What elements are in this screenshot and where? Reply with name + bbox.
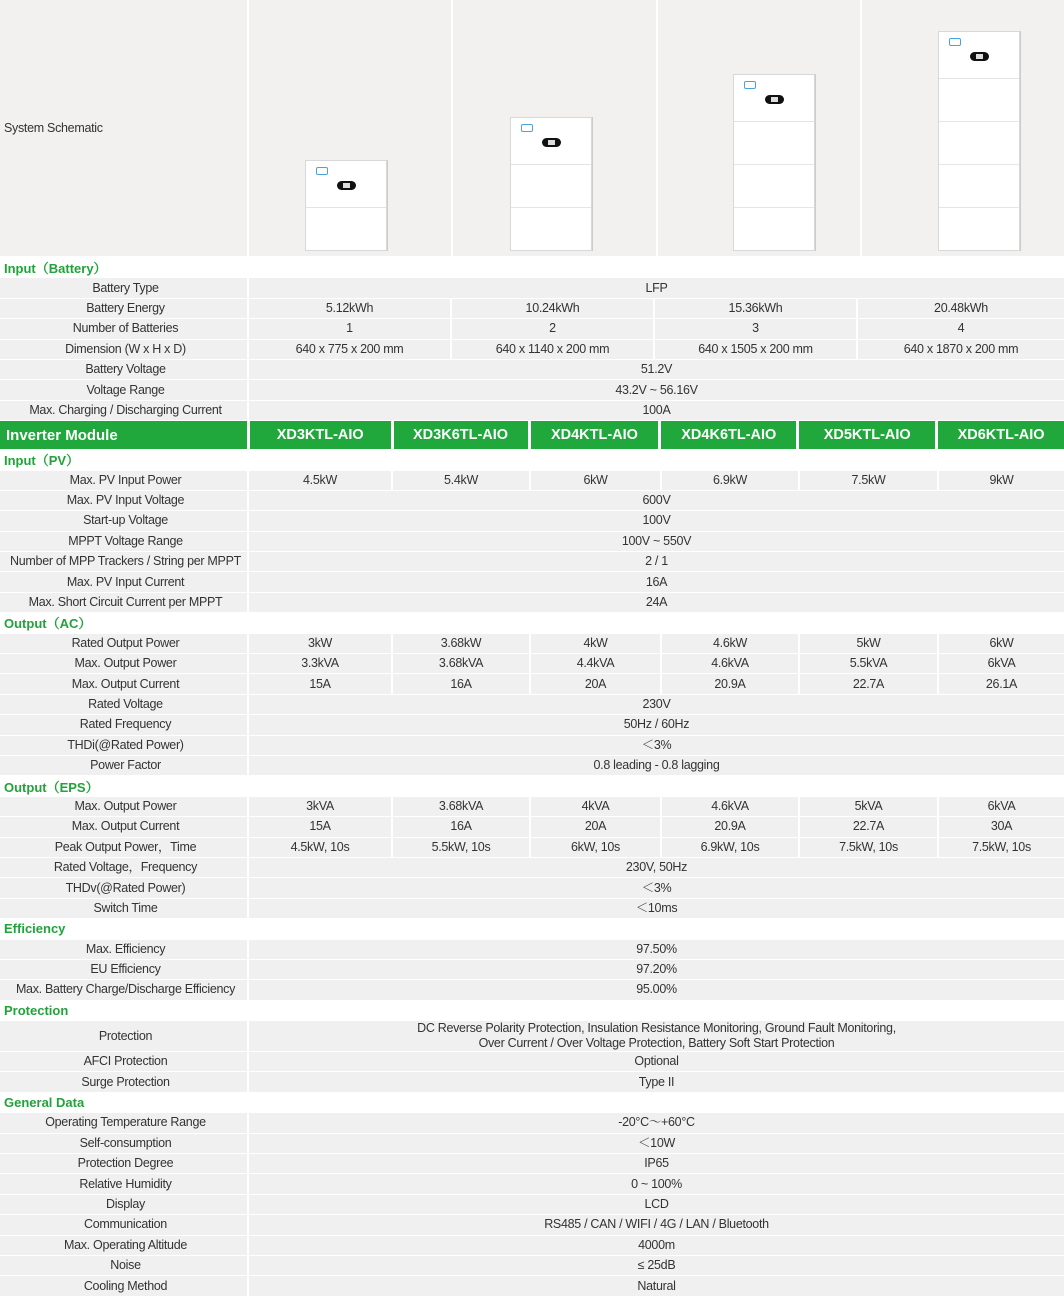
row-value: 16A — [249, 572, 1064, 591]
row-label: Max. Output Current — [0, 817, 247, 836]
row-value: 9kW — [939, 471, 1064, 490]
table-row — [0, 572, 1064, 591]
battery-module — [734, 208, 814, 250]
row-value: 26.1A — [939, 674, 1064, 693]
row-value: 5.5kW, 10s — [393, 838, 529, 857]
row-value: ＜10ms — [249, 899, 1064, 918]
row-value: 6.9kW — [662, 471, 798, 490]
row-label: Max. Battery Charge/Discharge Efficiency — [0, 980, 247, 999]
table-row — [0, 980, 1064, 999]
table-row — [0, 552, 1064, 571]
row-value: 43.2V ~ 56.16V — [249, 380, 1064, 399]
brand-logo-icon — [521, 124, 533, 132]
row-value: 50Hz / 60Hz — [249, 715, 1064, 734]
table-row — [0, 471, 1064, 490]
row-value: 0.8 leading - 0.8 lagging — [249, 756, 1064, 775]
row-value: 6.9kW, 10s — [662, 838, 798, 857]
row-label: Rated Output Power — [0, 634, 247, 653]
battery-module — [734, 165, 814, 208]
row-value: 5kVA — [800, 797, 937, 816]
inverter-module-header — [0, 421, 1064, 449]
row-value: 640 x 775 x 200 mm — [249, 340, 450, 359]
row-value: 6kVA — [939, 654, 1064, 673]
row-value: 16A — [393, 817, 529, 836]
table-row — [0, 674, 1064, 693]
row-label: Switch Time — [0, 899, 247, 918]
row-value: 4.4kVA — [531, 654, 660, 673]
table-row — [0, 940, 1064, 959]
energy-storage-unit — [733, 74, 815, 251]
row-value: 640 x 1140 x 200 mm — [452, 340, 653, 359]
row-value: 22.7A — [800, 674, 937, 693]
table-row — [0, 1134, 1064, 1153]
battery-module — [939, 122, 1019, 165]
table-row — [0, 360, 1064, 379]
row-label: Rated Frequency — [0, 715, 247, 734]
lcd-display-icon — [765, 95, 784, 104]
brand-logo-icon — [316, 167, 328, 175]
row-value: ＜3% — [249, 736, 1064, 755]
row-value: Natural — [249, 1276, 1064, 1295]
row-value: Type II — [249, 1072, 1064, 1091]
battery-module — [734, 122, 814, 165]
row-value: ＜10W — [249, 1134, 1064, 1153]
row-label: Max. Charging / Discharging Current — [0, 401, 247, 420]
system-schematic-label: System Schematic — [0, 0, 247, 256]
section-heading: General Data — [4, 1095, 85, 1111]
table-row — [0, 1154, 1064, 1173]
row-label: Battery Type — [0, 278, 247, 297]
row-value: 4.6kVA — [662, 654, 798, 673]
schematic-image-2-batteries — [453, 0, 655, 256]
table-row — [0, 858, 1064, 877]
row-value: 640 x 1505 x 200 mm — [655, 340, 856, 359]
row-value: 22.7A — [800, 817, 937, 836]
table-row — [0, 1052, 1064, 1071]
row-value: 5.4kW — [393, 471, 529, 490]
energy-storage-unit — [510, 117, 592, 251]
row-value: 97.20% — [249, 960, 1064, 979]
table-row — [0, 593, 1064, 612]
row-value: 15A — [249, 817, 391, 836]
row-value: 95.00% — [249, 980, 1064, 999]
row-label: Max. Output Power — [0, 797, 247, 816]
row-label: Self-consumption — [0, 1134, 247, 1153]
model-column-header: XD3KTL-AIO — [250, 421, 391, 449]
brand-logo-icon — [744, 81, 756, 89]
row-label: Max. Operating Altitude — [0, 1236, 247, 1255]
battery-module — [939, 79, 1019, 122]
table-row — [0, 695, 1064, 714]
row-value: 20.9A — [662, 817, 798, 836]
row-label: Number of MPP Trackers / String per MPPT — [0, 552, 247, 571]
row-value: LFP — [249, 278, 1064, 297]
row-value: 15A — [249, 674, 391, 693]
battery-module — [511, 208, 591, 250]
row-label: Relative Humidity — [0, 1174, 247, 1193]
row-value: 100V — [249, 511, 1064, 530]
row-value: 97.50% — [249, 940, 1064, 959]
row-value: 5.5kVA — [800, 654, 937, 673]
table-row — [0, 401, 1064, 420]
table-row — [0, 1174, 1064, 1193]
table-row — [0, 299, 1064, 318]
model-column-header: XD4KTL-AIO — [531, 421, 659, 449]
table-row — [0, 380, 1064, 399]
inverter-module — [306, 161, 386, 208]
row-value: 640 x 1870 x 200 mm — [858, 340, 1064, 359]
row-value: 7.5kW, 10s — [939, 838, 1064, 857]
brand-logo-icon — [949, 38, 961, 46]
table-row — [0, 654, 1064, 673]
row-value: 3 — [655, 319, 856, 338]
model-column-header: XD5KTL-AIO — [799, 421, 935, 449]
row-value: 6kW — [531, 471, 660, 490]
row-value: 6kVA — [939, 797, 1064, 816]
row-value: 20.48kWh — [858, 299, 1064, 318]
row-value: 600V — [249, 491, 1064, 510]
row-value: 5kW — [800, 634, 937, 653]
inverter-module-title: Inverter Module — [0, 421, 247, 449]
table-row — [0, 736, 1064, 755]
row-value: 20A — [531, 674, 660, 693]
table-row — [0, 1072, 1064, 1091]
spec-table — [0, 258, 1064, 1296]
row-value: 3kW — [249, 634, 391, 653]
row-value: 4.5kW, 10s — [249, 838, 391, 857]
row-value: 3.68kVA — [393, 797, 529, 816]
row-label: Max. Output Current — [0, 674, 247, 693]
system-schematic-row — [0, 0, 1064, 256]
section-heading: Output（EPS） — [4, 779, 99, 795]
row-value: 20.9A — [662, 674, 798, 693]
table-row — [0, 838, 1064, 857]
model-column-header: XD6KTL-AIO — [938, 421, 1064, 449]
battery-module — [306, 208, 386, 250]
table-row — [0, 319, 1064, 338]
row-value: 3.68kW — [393, 634, 529, 653]
row-value: 10.24kWh — [452, 299, 653, 318]
table-row — [0, 511, 1064, 530]
row-label: THDi(@Rated Power) — [0, 736, 247, 755]
row-value: 24A — [249, 593, 1064, 612]
row-label: Noise — [0, 1256, 247, 1275]
row-value: -20°C～+60°C — [249, 1113, 1064, 1132]
row-label: Dimension (W x H x D) — [0, 340, 247, 359]
row-value: IP65 — [249, 1154, 1064, 1173]
row-label: Peak Output Power，Time — [0, 838, 247, 857]
row-value: 4.5kW — [249, 471, 391, 490]
schematic-image-4-batteries — [862, 0, 1064, 256]
section-heading: Input（Battery） — [4, 261, 107, 277]
table-row — [0, 278, 1064, 297]
model-column-header: XD3K6TL-AIO — [394, 421, 528, 449]
row-value: 30A — [939, 817, 1064, 836]
battery-module — [939, 208, 1019, 250]
row-label: Protection Degree — [0, 1154, 247, 1173]
row-label: Communication — [0, 1215, 247, 1234]
row-label: Number of Batteries — [0, 319, 247, 338]
row-value: ≤ 25dB — [249, 1256, 1064, 1275]
row-label: Protection — [0, 1021, 247, 1051]
table-row — [0, 899, 1064, 918]
table-row — [0, 1276, 1064, 1295]
energy-storage-unit — [938, 31, 1020, 251]
row-label: Max. Short Circuit Current per MPPT — [0, 593, 247, 612]
battery-module — [939, 165, 1019, 208]
row-label: Voltage Range — [0, 380, 247, 399]
row-value: 100V ~ 550V — [249, 532, 1064, 551]
row-value: Optional — [249, 1052, 1064, 1071]
table-row — [0, 817, 1064, 836]
row-label: Power Factor — [0, 756, 247, 775]
row-label: Cooling Method — [0, 1276, 247, 1295]
row-label: Operating Temperature Range — [0, 1113, 247, 1132]
table-row — [0, 878, 1064, 897]
table-row — [0, 1215, 1064, 1234]
table-row — [0, 532, 1064, 551]
row-value: 2 / 1 — [249, 552, 1064, 571]
row-value: 3kVA — [249, 797, 391, 816]
row-value: 0 ~ 100% — [249, 1174, 1064, 1193]
table-row — [0, 1256, 1064, 1275]
row-value: 7.5kW, 10s — [800, 838, 937, 857]
lcd-display-icon — [542, 138, 561, 147]
table-row — [0, 715, 1064, 734]
row-value: 230V — [249, 695, 1064, 714]
table-row — [0, 1113, 1064, 1132]
row-value: 6kW, 10s — [531, 838, 660, 857]
section-heading: Output（AC） — [4, 616, 92, 632]
row-value: 4 — [858, 319, 1064, 338]
row-value: DC Reverse Polarity Protection, Insulation Resistance Monitoring, Ground Fault Monitoring, Over Current / Over Voltage Protection, Battery Soft Start Protection — [249, 1021, 1064, 1051]
row-value: 4.6kW — [662, 634, 798, 653]
row-value: 100A — [249, 401, 1064, 420]
lcd-display-icon — [337, 181, 356, 190]
row-value: 1 — [249, 319, 450, 338]
row-label: Max. Efficiency — [0, 940, 247, 959]
table-row — [0, 1021, 1064, 1051]
row-value: 5.12kWh — [249, 299, 450, 318]
schematic-image-3-batteries — [658, 0, 860, 256]
inverter-module — [939, 32, 1019, 79]
table-row — [0, 634, 1064, 653]
model-column-header: XD4K6TL-AIO — [661, 421, 796, 449]
row-label: Start-up Voltage — [0, 511, 247, 530]
battery-module — [511, 165, 591, 208]
row-value: 15.36kWh — [655, 299, 856, 318]
row-value: 51.2V — [249, 360, 1064, 379]
row-label: Battery Voltage — [0, 360, 247, 379]
section-heading: Efficiency — [4, 921, 66, 937]
energy-storage-unit — [305, 160, 387, 251]
row-value: LCD — [249, 1195, 1064, 1214]
row-label: EU Efficiency — [0, 960, 247, 979]
row-value: RS485 / CAN / WIFI / 4G / LAN / Bluetooth — [249, 1215, 1064, 1234]
row-value: 3.68kVA — [393, 654, 529, 673]
row-label: Display — [0, 1195, 247, 1214]
table-row — [0, 491, 1064, 510]
row-label: Surge Protection — [0, 1072, 247, 1091]
row-value: 7.5kW — [800, 471, 937, 490]
row-label: Max. PV Input Power — [0, 471, 247, 490]
row-label: Rated Voltage — [0, 695, 247, 714]
row-label: Battery Energy — [0, 299, 247, 318]
lcd-display-icon — [970, 52, 989, 61]
table-row — [0, 1236, 1064, 1255]
row-value: 20A — [531, 817, 660, 836]
row-label: Rated Voltage，Frequency — [0, 858, 247, 877]
row-label: Max. PV Input Voltage — [0, 491, 247, 510]
schematic-image-1-battery — [249, 0, 451, 256]
row-value: 2 — [452, 319, 653, 338]
row-value: 4000m — [249, 1236, 1064, 1255]
table-row — [0, 960, 1064, 979]
row-value: 4kVA — [531, 797, 660, 816]
table-row — [0, 340, 1064, 359]
inverter-module — [734, 75, 814, 122]
section-heading: Protection — [4, 1002, 69, 1018]
row-label: Max. PV Input Current — [0, 572, 247, 591]
section-heading: Input（PV） — [4, 453, 80, 469]
row-value: 4.6kVA — [662, 797, 798, 816]
table-row — [0, 756, 1064, 775]
row-label: AFCI Protection — [0, 1052, 247, 1071]
row-value: 230V, 50Hz — [249, 858, 1064, 877]
row-label: Max. Output Power — [0, 654, 247, 673]
row-value: ＜3% — [249, 878, 1064, 897]
row-value: 3.3kVA — [249, 654, 391, 673]
row-value: 4kW — [531, 634, 660, 653]
row-value: 6kW — [939, 634, 1064, 653]
table-row — [0, 797, 1064, 816]
row-value: 16A — [393, 674, 529, 693]
row-label: MPPT Voltage Range — [0, 532, 247, 551]
row-label: THDv(@Rated Power) — [0, 878, 247, 897]
table-row — [0, 1195, 1064, 1214]
inverter-module — [511, 118, 591, 165]
